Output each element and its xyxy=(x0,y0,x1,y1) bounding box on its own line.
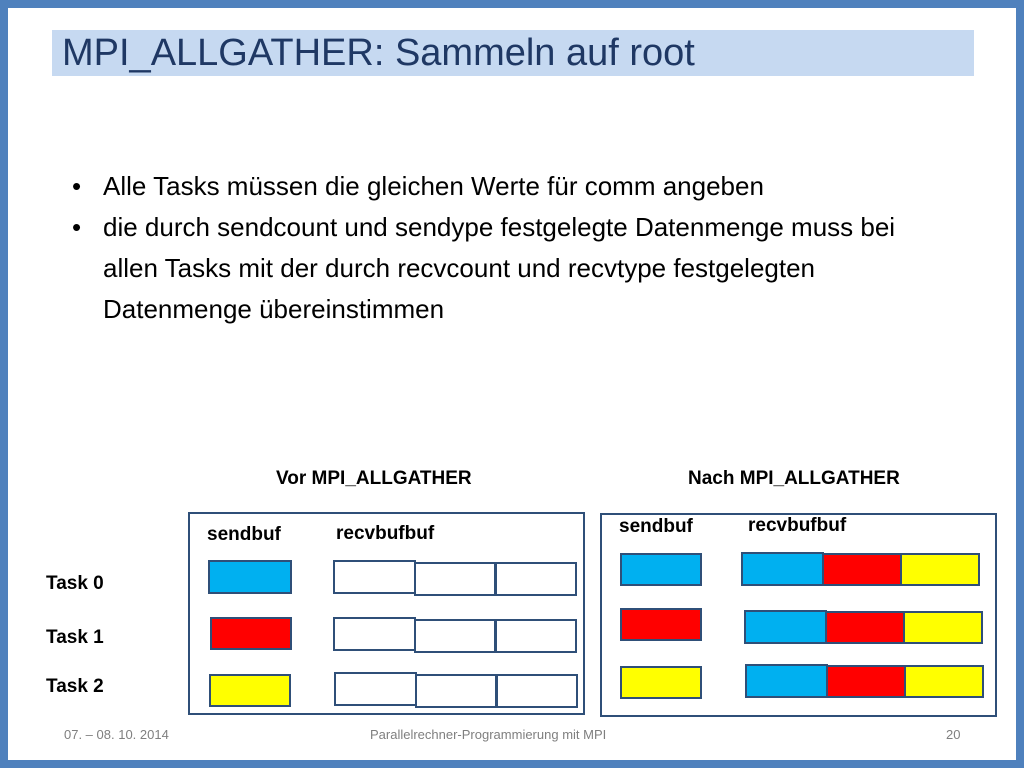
bullet-text: Alle Tasks müssen die gleichen Werte für comm angeben xyxy=(103,171,764,201)
after-recvbuf-task2-slot0 xyxy=(745,664,828,698)
bullet-dot: • xyxy=(72,212,82,242)
after-heading: Nach MPI_ALLGATHER xyxy=(688,468,900,489)
before-recvbuf-task0-slot2 xyxy=(495,562,577,596)
after-recvbuf-task0-slot1 xyxy=(822,553,903,586)
footer-course: Parallelrechner-Programmierung mit MPI xyxy=(370,727,607,742)
after-recvbuf-task0-slot0 xyxy=(741,552,824,586)
before-sendbuf-task0 xyxy=(208,560,292,594)
before-recvbuf-task0-slot0 xyxy=(333,560,416,594)
before-recvbuf-task2-slot2 xyxy=(496,674,578,708)
before-recvbuf-task2-slot1 xyxy=(415,674,497,708)
bullet-item xyxy=(68,166,948,207)
before-sendbuf-label: sendbuf xyxy=(207,524,281,545)
slide-title: MPI_ALLGATHER: Sammeln auf root xyxy=(62,32,695,74)
footer-page-number: 20 xyxy=(946,727,961,742)
before-recvbuf-label: recvbufbuf xyxy=(336,523,435,544)
after-recvbuf-task2-slot1 xyxy=(826,665,907,698)
before-sendbuf-task1 xyxy=(210,617,292,650)
before-recvbuf-task2-slot0 xyxy=(334,672,417,706)
after-sendbuf-task0 xyxy=(620,553,702,586)
after-recvbuf-label: recvbufbuf xyxy=(748,515,847,536)
after-recvbuf-task1-slot0 xyxy=(744,610,827,644)
bullet-dot: • xyxy=(72,171,82,201)
before-recvbuf-task1-slot2 xyxy=(495,619,577,653)
task-label-0: Task 0 xyxy=(46,573,104,594)
task-label-1: Task 1 xyxy=(46,627,104,648)
before-recvbuf-task1-slot1 xyxy=(414,619,496,653)
footer-date: 07. – 08. 10. 2014 xyxy=(64,727,169,742)
after-sendbuf-task2 xyxy=(620,666,702,699)
slide xyxy=(8,8,1016,760)
after-sendbuf-label: sendbuf xyxy=(619,516,693,537)
bullet-list xyxy=(68,166,948,330)
bullet-text: die durch sendcount und sendype festgelegte Datenmenge muss bei allen Tasks mit der durch recvcount und recvtype festgelegten Datenmenge übereinstimmen xyxy=(103,212,896,324)
after-sendbuf-task1 xyxy=(620,608,702,641)
after-recvbuf-task1-slot2 xyxy=(903,611,983,644)
after-recvbuf-task0-slot2 xyxy=(900,553,980,586)
after-recvbuf-task2-slot2 xyxy=(904,665,984,698)
before-recvbuf-task1-slot0 xyxy=(333,617,416,651)
after-recvbuf-task1-slot1 xyxy=(825,611,906,644)
task-label-2: Task 2 xyxy=(46,676,104,697)
title-bar xyxy=(52,30,974,76)
before-sendbuf-task2 xyxy=(209,674,291,707)
before-heading: Vor MPI_ALLGATHER xyxy=(276,468,472,489)
before-recvbuf-task0-slot1 xyxy=(414,562,496,596)
bullet-item xyxy=(68,207,948,330)
